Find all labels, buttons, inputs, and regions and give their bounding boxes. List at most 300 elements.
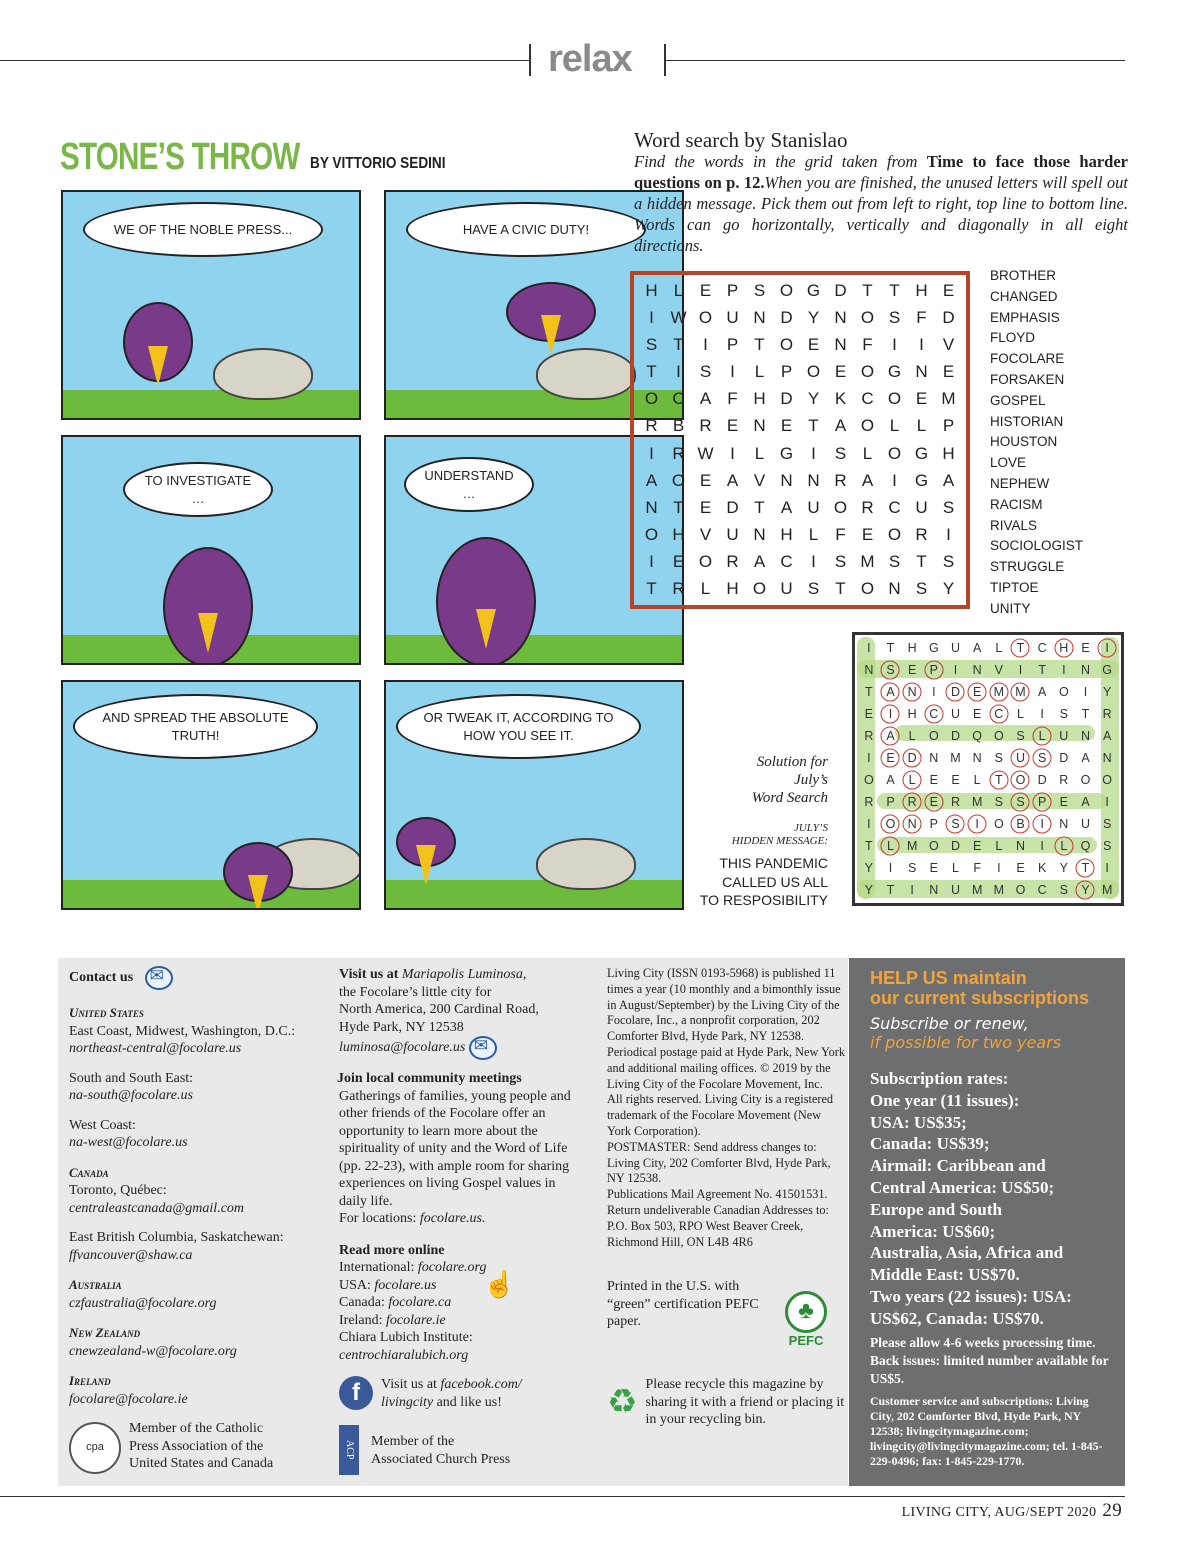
solution-letter: T: [865, 839, 873, 853]
grid-letter: O: [806, 362, 821, 382]
subscribe-tagline: Subscribe or renew,: [870, 1014, 1029, 1033]
grid-letter: E: [942, 362, 955, 382]
grid-letter: G: [914, 443, 929, 463]
grid-letter: U: [726, 307, 739, 327]
solution-letter: T: [1075, 857, 1097, 879]
cpa-logo: cpa: [69, 1422, 121, 1474]
solution-letter: C: [1037, 883, 1047, 897]
grid-letter: N: [834, 334, 847, 354]
solution-letter: M: [988, 681, 1010, 703]
grid-letter: S: [645, 334, 658, 354]
grid-letter: I: [811, 443, 816, 463]
grid-letter: I: [730, 362, 735, 382]
grid-letter: T: [673, 334, 684, 354]
grid-letter: S: [888, 307, 901, 327]
facebook-link[interactable]: facebook.com/: [440, 1377, 522, 1392]
pefc-label: PEFC: [788, 1332, 824, 1348]
solution-letter: A: [1081, 751, 1090, 765]
solution-letter: S: [1059, 707, 1068, 721]
solution-letter: G: [1102, 663, 1113, 677]
grid-letter: T: [916, 552, 927, 572]
solution-letter: O: [1015, 883, 1026, 897]
stone-character: [536, 838, 636, 890]
solution-letter: S: [880, 659, 902, 681]
subscription-rates: [870, 1068, 1111, 1330]
solution-letter: N: [1059, 817, 1069, 831]
solution-letter: F: [973, 861, 981, 875]
solution-letter: I: [997, 861, 1001, 875]
solution-letter: I: [867, 751, 871, 765]
rate-line: Canada: US$39;: [870, 1134, 990, 1154]
grid-letter: I: [892, 334, 897, 354]
solution-letter: S: [1059, 883, 1068, 897]
grid-letter: S: [888, 552, 901, 572]
stone-character: [536, 348, 636, 400]
grid-letter: E: [834, 362, 847, 382]
word-list-item: FOCOLARE: [990, 351, 1065, 367]
grid-letter: H: [915, 280, 928, 300]
grid-letter: L: [916, 416, 927, 436]
solution-letter: M: [971, 795, 983, 809]
solution-letter: T: [886, 641, 895, 655]
visit-address-line: Hyde Park, NY 12538: [339, 1019, 464, 1035]
solution-letter: R: [864, 795, 874, 809]
grid-letter: I: [676, 362, 681, 382]
rate-line: Central America: US$50;: [870, 1177, 1055, 1197]
grid-letter: R: [726, 552, 739, 572]
grid-letter: D: [942, 307, 955, 327]
word-list-item: RIVALS: [990, 517, 1038, 533]
site-label: International:: [339, 1260, 418, 1275]
solution-letter: S: [994, 751, 1003, 765]
grid-letter: A: [699, 389, 712, 409]
grid-letter: I: [649, 307, 654, 327]
contact-email[interactable]: na-south@focolare.us: [69, 1088, 193, 1103]
region-name: West Coast:: [69, 1117, 136, 1133]
solution-letter: K: [1037, 861, 1047, 875]
solution-letter: R: [950, 795, 960, 809]
word-list-item: NEPHEW: [990, 475, 1050, 491]
grid-letter: F: [835, 525, 846, 545]
solution-letter: Y: [864, 861, 873, 875]
solution-letter: Y: [1075, 879, 1097, 901]
solution-letter: E: [907, 663, 917, 677]
solution-letter: L: [995, 641, 1003, 655]
grid-letter: L: [889, 416, 900, 436]
cpa-membership: [129, 1420, 273, 1473]
word-list-item: EMPHASIS: [990, 309, 1060, 325]
page-number: 29: [1102, 1500, 1122, 1521]
grid-letter: O: [698, 307, 713, 327]
solution-letter: I: [880, 703, 902, 725]
grid-letter: R: [861, 497, 874, 517]
grid-letter: P: [780, 362, 793, 382]
grid-letter: N: [888, 579, 901, 599]
site-link[interactable]: centrochiaralubich.org: [339, 1347, 469, 1363]
grid-letter: C: [672, 389, 685, 409]
visit-column: [339, 966, 584, 1475]
solution-letter: A: [880, 725, 902, 747]
solution-letter: I: [966, 813, 988, 835]
grid-letter: S: [753, 280, 766, 300]
solution-letter: U: [1080, 817, 1090, 831]
grid-letter: I: [649, 443, 654, 463]
contact-email[interactable]: czfaustralia@focolare.org: [69, 1295, 217, 1311]
grid-letter: O: [860, 416, 875, 436]
grid-letter: E: [780, 416, 793, 436]
grid-letter: Y: [807, 389, 820, 409]
word-list-item: GOSPEL: [990, 392, 1046, 408]
comic-title: STONE’S THROW: [60, 136, 300, 178]
site-label: Ireland:: [339, 1312, 387, 1328]
visit-email[interactable]: luminosa@focolare.us: [339, 1040, 466, 1056]
word-list-item: UNITY: [990, 600, 1031, 616]
region-label: Ireland: [69, 1373, 111, 1388]
grid-letter: I: [919, 334, 924, 354]
rate-line: USA: US$35;: [870, 1112, 967, 1132]
solution-letter: H: [1053, 637, 1075, 659]
solution-letter: N: [1080, 729, 1090, 743]
wordsearch-instructions: Find the words in the grid taken from Time to face those harder questions on p. 12.When you are finished, the unused letters will spell out a hidden message. Pick them out from left to right, top line to bottom line. Words can go horizontally, vertically and diagonally in all eight directions.: [634, 152, 1128, 255]
facebook-link[interactable]: livingcity: [381, 1394, 434, 1410]
grid-letter: U: [726, 525, 739, 545]
rate-line: One year (11 issues):: [870, 1090, 1020, 1110]
email-icon[interactable]: [469, 1036, 497, 1060]
grid-letter: L: [808, 525, 819, 545]
site-label: USA:: [339, 1277, 375, 1293]
solution-letter: L: [1031, 725, 1053, 747]
grid-letter: A: [834, 416, 847, 436]
header-rule-left: [0, 60, 530, 61]
solution-letter: S: [1102, 817, 1112, 831]
solution-letter: G: [928, 641, 939, 655]
footer-rule: [0, 1496, 1125, 1497]
solution-letter: E: [972, 707, 982, 721]
bird-beak: [476, 609, 496, 649]
grid-letter: S: [942, 497, 955, 517]
grid-letter: H: [672, 525, 685, 545]
bird-beak: [416, 845, 436, 885]
grid-letter: E: [699, 497, 712, 517]
grid-letter: O: [671, 470, 686, 490]
region-name: Toronto, Québec:: [69, 1183, 167, 1198]
solution-letter: I: [1040, 839, 1044, 853]
solution-letter: A: [886, 773, 895, 787]
rate-line: Europe and South: [870, 1199, 1002, 1219]
grid-letter: R: [672, 579, 685, 599]
solution-letter: N: [972, 663, 982, 677]
solution-letter: I: [1105, 795, 1109, 809]
site-link[interactable]: focolare.ca: [388, 1295, 452, 1310]
meetings-link[interactable]: focolare.us.: [419, 1211, 486, 1226]
grid-letter: I: [649, 552, 654, 572]
contact-email[interactable]: ffvancouver@shaw.ca: [69, 1247, 193, 1263]
grid-letter: D: [780, 307, 793, 327]
solution-label-line: Word Search: [751, 790, 828, 806]
section-title: relax: [548, 38, 632, 80]
hidden-message-line: CALLED US ALL: [722, 873, 828, 890]
solution-letter: A: [1081, 795, 1090, 809]
bird-beak: [541, 315, 561, 355]
grid-letter: N: [834, 307, 847, 327]
site-label: Canada:: [339, 1295, 389, 1310]
solution-letter: Q: [1080, 839, 1091, 853]
processing-note: Please allow 4-6 weeks processing time. Back issues: limited number available for US$5.: [870, 1334, 1109, 1386]
grid-letter: A: [780, 497, 793, 517]
contact-email[interactable]: northeast-central@focolare.us: [69, 1041, 242, 1056]
solution-letter: T: [1038, 663, 1046, 677]
grid-letter: Y: [807, 307, 820, 327]
solution-letter: O: [993, 817, 1004, 831]
solution-letter: T: [865, 685, 873, 699]
solution-letter: Y: [864, 883, 873, 897]
grid-letter: H: [780, 525, 793, 545]
solution-letter: P: [929, 817, 938, 831]
acp-membership: [371, 1433, 510, 1468]
wordsearch-grid: [630, 271, 970, 609]
solution-letter: M: [1101, 883, 1113, 897]
word-list-item: HISTORIAN: [990, 413, 1064, 429]
solution-letter: L: [1053, 835, 1075, 857]
solution-letter: O: [1058, 685, 1069, 699]
grid-letter: I: [946, 525, 951, 545]
solution-letter: S: [1016, 729, 1025, 743]
solution-letter: E: [972, 839, 982, 853]
solution-letter: L: [880, 835, 902, 857]
grid-letter: I: [892, 470, 897, 490]
comic-panel: [384, 680, 684, 910]
grid-letter: E: [699, 280, 712, 300]
solution-letter: E: [929, 861, 938, 875]
region-label: New Zealand: [69, 1325, 141, 1340]
email-icon[interactable]: [145, 966, 173, 990]
customer-service: Customer service and subscriptions: Living City, 202 Comforter Blvd, Hyde Park, NY 12538; livingcitymagazine.com; livingcity@livingcitymagazine.com; tel. 1-845-229-0496; fax: 1-845-229-1770.: [870, 1393, 1103, 1468]
grid-letter: R: [645, 416, 658, 436]
solution-letter: I: [910, 883, 914, 897]
solution-letter: O: [928, 839, 939, 853]
solution-letter: O: [863, 773, 874, 787]
word-list-item: LOVE: [990, 455, 1027, 471]
grid-letter: H: [645, 280, 658, 300]
legal-column: [607, 966, 847, 1429]
grid-letter: C: [861, 389, 874, 409]
speech-bubble: AND SPREAD THE ABSOLUTE TRUTH!: [73, 694, 318, 759]
grid-letter: M: [941, 389, 956, 409]
grid-letter: R: [834, 470, 847, 490]
site-link[interactable]: focolare.ie: [386, 1312, 446, 1328]
grid-letter: G: [779, 443, 794, 463]
comic-panel: [61, 190, 361, 420]
solution-label-line: Solution for: [756, 754, 828, 770]
facebook-icon[interactable]: f: [339, 1376, 373, 1410]
solution-label-line: July’s: [794, 772, 828, 788]
hidden-message-label: [700, 822, 828, 848]
meetings-locations-label: For locations:: [339, 1211, 420, 1226]
contact-email[interactable]: na-west@focolare.us: [69, 1135, 188, 1150]
visit-heading: Visit us at: [339, 967, 399, 982]
solution-letter: Q: [972, 729, 983, 743]
grass: [63, 390, 359, 418]
solution-letter: S: [907, 861, 917, 875]
grid-letter: D: [780, 389, 793, 409]
word-list-item: HOUSTON: [990, 434, 1058, 450]
solution-letter: D: [1037, 773, 1047, 787]
solution-letter: N: [929, 751, 939, 765]
recycle-note: Please recycle this magazine by sharing it with a friend or placing it in your recycling bin.: [645, 1377, 845, 1428]
region-name: East British Columbia, Saskatchewan:: [69, 1230, 284, 1245]
grid-letter: N: [753, 307, 766, 327]
rate-line: US$62, Canada: US$70.: [870, 1308, 1044, 1328]
contact-email[interactable]: centraleastcanada@gmail.com: [69, 1200, 245, 1216]
grid-letter: P: [942, 416, 955, 436]
rate-line: America: US$60;: [870, 1221, 996, 1241]
grid-letter: E: [915, 389, 928, 409]
solution-letter: I: [1096, 637, 1118, 659]
grid-letter: N: [807, 470, 820, 490]
grid-letter: G: [914, 470, 929, 490]
solution-letter: S: [945, 813, 967, 835]
grid-letter: O: [887, 525, 902, 545]
grid-letter: R: [672, 443, 685, 463]
solution-letter: O: [1102, 773, 1113, 787]
grid-letter: E: [942, 280, 955, 300]
grid-letter: E: [699, 470, 712, 490]
solution-letter: I: [1105, 861, 1109, 875]
grid-letter: O: [833, 497, 848, 517]
hidden-message-label-line: JULY’S: [793, 822, 828, 834]
solution-letter: S: [994, 795, 1003, 809]
grid-letter: E: [807, 334, 820, 354]
grid-letter: L: [754, 362, 765, 382]
grid-letter: P: [726, 334, 739, 354]
acp-logo: ACP: [339, 1425, 359, 1475]
grid-letter: H: [726, 579, 739, 599]
solution-letter: N: [864, 663, 874, 677]
solution-letter: O: [1080, 773, 1091, 787]
solution-letter: E: [1016, 861, 1025, 875]
solution-letter: M: [993, 883, 1005, 897]
help-heading: HELP US maintain: [870, 968, 1027, 988]
grid-letter: B: [672, 416, 685, 436]
solution-letter: M: [950, 751, 961, 765]
solution-letter: A: [1102, 729, 1112, 743]
grid-letter: A: [942, 470, 955, 490]
solution-letter: N: [1080, 663, 1090, 677]
grid-letter: A: [753, 552, 766, 572]
grid-letter: N: [915, 362, 928, 382]
solution-letter: M: [971, 883, 983, 897]
solution-grid: [852, 632, 1124, 906]
grid-letter: E: [861, 525, 874, 545]
contact-email[interactable]: focolare@focolare.ie: [69, 1391, 188, 1407]
recycle-icon: ♻: [607, 1383, 638, 1421]
wordsearch-word-list: [990, 266, 1083, 620]
site-link[interactable]: focolare.us: [374, 1277, 437, 1293]
grid-letter: R: [699, 416, 712, 436]
grid-letter: O: [887, 389, 902, 409]
grid-letter: O: [887, 443, 902, 463]
hand-cursor-icon: ☝: [483, 1270, 516, 1299]
speech-bubble: UNDERSTAND …: [404, 457, 534, 512]
grid-letter: F: [916, 307, 927, 327]
visit-address: [339, 984, 584, 1037]
solution-letter: V: [994, 663, 1003, 677]
word-list-item: FORSAKEN: [990, 371, 1065, 387]
grid-letter: G: [887, 362, 902, 382]
solution-letter: E: [966, 681, 988, 703]
grid-letter: O: [860, 362, 875, 382]
word-list-item: TIPTOE: [990, 579, 1039, 595]
solution-letter: D: [1059, 751, 1069, 765]
grid-letter: I: [730, 443, 735, 463]
solution-letter: I: [1031, 813, 1053, 835]
contact-email[interactable]: cnewzealand-w@focolare.org: [69, 1343, 237, 1359]
grid-letter: W: [697, 443, 714, 463]
solution-letter: I: [1018, 663, 1023, 677]
solution-letter: O: [993, 729, 1004, 743]
grid-letter: N: [645, 497, 658, 517]
solution-letter: N: [1102, 751, 1112, 765]
facebook-text: Visit us at facebook.com/ livingcity and like us!: [381, 1377, 522, 1410]
site-link[interactable]: focolare.org: [417, 1260, 487, 1275]
visit-address-line: the Focolare’s little city for: [339, 984, 492, 1000]
grid-letter: O: [779, 334, 794, 354]
header-rule-right: [665, 60, 1125, 61]
solution-letter: L: [1017, 707, 1024, 721]
grid-letter: O: [860, 579, 875, 599]
word-list-item: SOCIOLOGIST: [990, 538, 1084, 554]
grid-letter: S: [915, 579, 928, 599]
visit-address-line: North America, 200 Cardinal Road,: [339, 1002, 539, 1017]
solution-letter: I: [1083, 685, 1088, 699]
solution-letter: N: [901, 813, 923, 835]
bird-beak: [198, 613, 218, 653]
help-heading: our current subscriptions: [870, 988, 1090, 1008]
solution-letter: S: [1102, 839, 1112, 853]
solution-letter: U: [950, 707, 960, 721]
word-list-item: STRUGGLE: [990, 559, 1065, 575]
grid-letter: U: [780, 579, 793, 599]
solution-letter: L: [952, 861, 959, 875]
solution-letter: N: [929, 883, 939, 897]
solution-letter: M: [1010, 681, 1032, 703]
solution-letter: L: [908, 729, 916, 743]
region-label: United States: [69, 1005, 144, 1020]
grid-letter: F: [727, 389, 738, 409]
hidden-message: [660, 854, 828, 910]
grid-letter: N: [753, 525, 766, 545]
solution-letter: S: [1010, 791, 1032, 813]
grass: [386, 635, 682, 663]
subscribe-tagline: if possible for two years: [870, 1033, 1062, 1052]
visit-place: Mariapolis Luminosa,: [401, 967, 527, 982]
comic-panel: [61, 680, 361, 910]
word-list-item: BROTHER: [990, 268, 1057, 283]
region-label: Canada: [69, 1164, 109, 1180]
meetings-text: Gatherings of families, young people and other friends of the Focolare offer an opportunity to learn more about the spirituality of unity and the Word of Life (pp. 22-23), with ample room for sharing experiences on living Gospel values in daily life.: [339, 1088, 571, 1209]
acp-line: Associated Church Press: [371, 1451, 511, 1467]
stone-character: [213, 348, 313, 400]
solution-letter: T: [886, 883, 895, 897]
solution-letter: E: [1059, 795, 1068, 809]
grid-letter: T: [808, 416, 819, 436]
speech-bubble: TO INVESTIGATE …: [123, 462, 273, 517]
grid-letter: T: [889, 280, 900, 300]
solution-letter: U: [950, 641, 960, 655]
grid-letter: L: [700, 579, 711, 599]
grid-letter: O: [644, 525, 659, 545]
solution-letter: D: [945, 681, 967, 703]
